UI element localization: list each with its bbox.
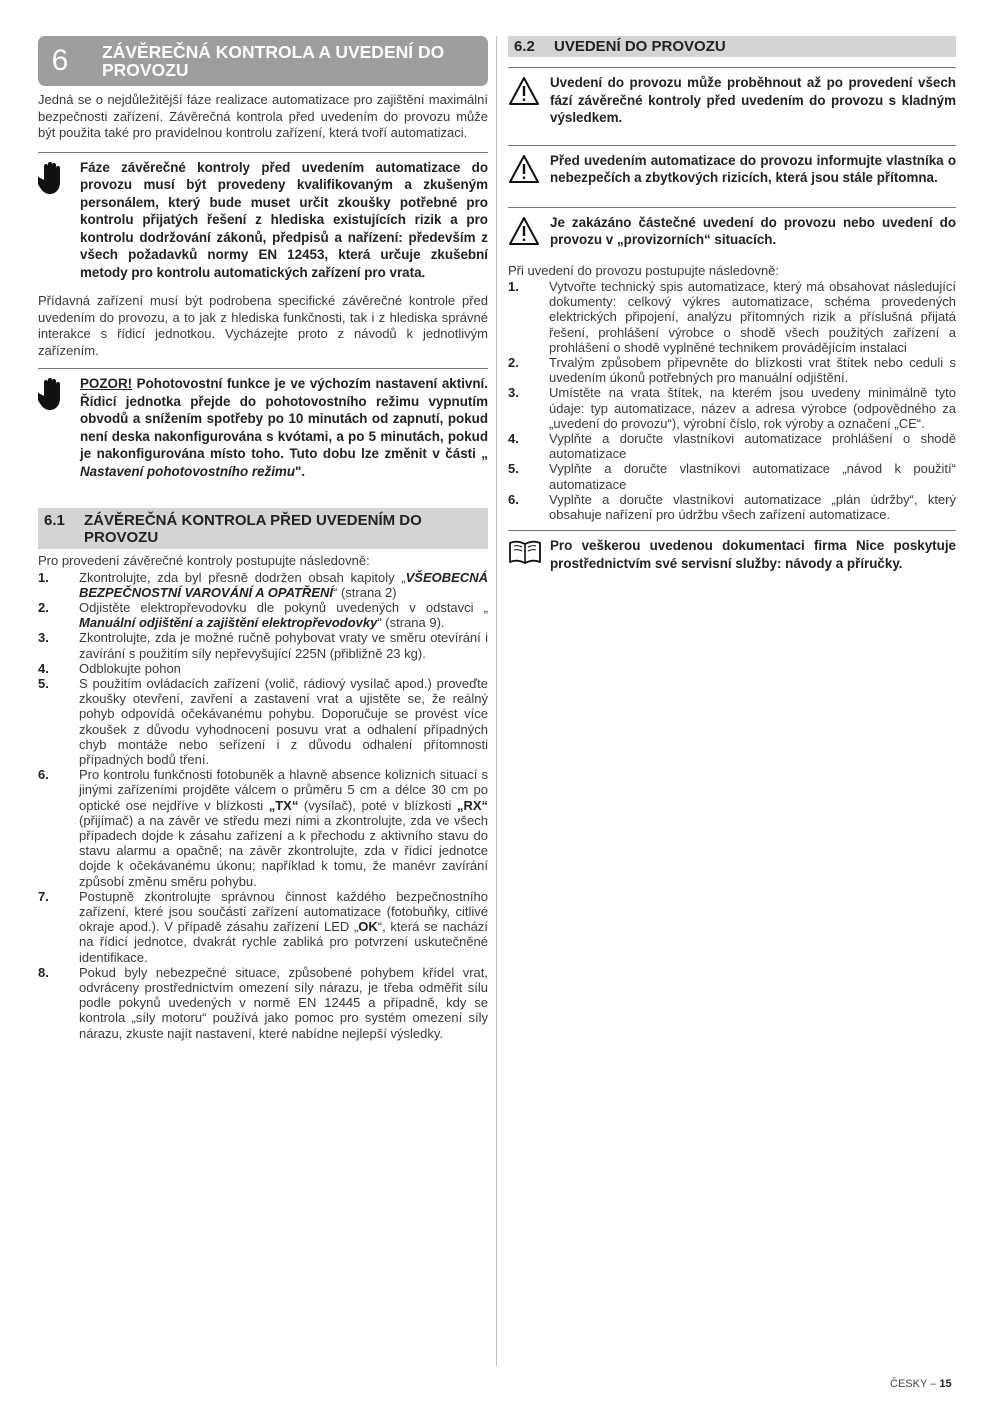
list-item: 8. Pokud byly nebezpečné situace, způsobené pohybem křídel vrat, odvráceny prostřednictvím omezení síly nárazu, je třeba odměřit sílu podle pokynů uvedených v normě EN 12445 a případně, kdy se kontrola „síly motoru“ používá jako pomoc pro systém omezení síly nárazu, zkuste najít nastavení, které nabídne nejlepší výsledky. [38,964,488,1041]
note-standby [38,368,488,480]
list-item: 1. Zkontrolujte, zda byl přesně dodržen obsah kapitoly „VŠEOBECNÁ BEZPEČNOSTNÍ VAROVÁNÍ A OPATŘENÍ“ (strana 2) [38,569,488,600]
list-item: 3. Zkontrolujte, zda je možné ručně pohybovat vraty ve směru otevírání i zavírání s použitím síly nepřevyšující 225N (přibližně 23 kg). [38,630,488,661]
warning-inform-owner: Před uvedením automatizace do provozu informujte vlastníka o nebezpečích a zbytkových rizicích, která jsou stále přítomna. [508,145,956,189]
section-6-2-heading: 6.2 UVEDENÍ DO PROVOZU [508,36,956,57]
intro-paragraph: Jedná se o nejdůležitější fáze realizace automatizace pro zajištění maximální bezpečnosti zařízení. Závěrečná kontrola před uvedením do provozu může být použita také pro pravidelnou kontrolu zařízení, která tvoří automatizaci. [38,92,488,140]
section-6-1-heading: 6.1 ZÁVĚREČNÁ KONTROLA PŘED UVEDENÍM DO PROVOZU [38,508,488,549]
steps-lead: Při uvedení do provozu postupujte následovně: [508,262,780,278]
list-item: 2. Odjistěte elektropřevodovku dle pokynů uvedených v odstavci „ Manuální odjištění a zajištění elektropřevodovky“ (strana 9). [38,599,488,631]
warning-partial-commissioning: Je zakázáno částečné uvedení do provozu nebo uvedení do provozu v „provizorních“ situacích. [508,207,956,251]
section-6-heading [38,36,488,86]
warning-triangle-icon [508,74,550,127]
steps-lead: Pro provedení závěrečné kontroly postupujte následovně: [38,553,370,568]
list-item: 5. Vyplňte a doručte vlastníkovi automatizace „návod k použití“ automatizace [508,461,956,492]
list-item: 4. Vyplňte a doručte vlastníkovi automatizace prohlášení o shodě automatizace [508,431,956,462]
note-documentation: Pro veškerou uvedenou dokumentaci firma Nice poskytuje prostřednictvím své servisní služby: návody a příručky. [508,530,956,572]
list-item: 6. Pro kontrolu funkčnosti fotobuněk a hlavně absence kolizních situací s jinými zařízeními projděte válcem o průměru 5 cm a délce 30 cm po optické ose nejdříve v blízkosti „TX“ (vysílač), poté v blízkosti „RX“ (přijímač) a na závěr ve středu mezi nimi a zkontrolujte, zda ve všech případech dojde k zásahu zařízení a k přechodu z aktivního stavu do stavu alarmu a opačně; na závěr zkontrolujte, zda v řídicí jednotce dojde k očekávanému úkonu; například k tomu, že manévr zavírání způsobí změnu směru pohybu. [38,767,488,889]
list-item: 2. Trvalým způsobem připevněte do blízkosti vrat štítek nebo ceduli s uvedením úkonů potřebných pro manuální odjištění. [508,355,956,386]
final-check-steps [38,570,488,1041]
note-text: POZOR! Pohotovostní funkce je ve výchozím nastavení aktivní. Řídicí jednotka přejde do pohotovostního režimu vypnutím obvodů a snížením spotřeby po 10 minutách od zapnutí, pokud není deska nakonfigurována s kvótami, a po 5 minutách, pokud je nakonfigurována místo toho. Tuto dobu lze změnit v části „ Nastavení pohotovostního režimu". [80,376,488,479]
list-item: 4. Odblokujte pohon [38,660,181,676]
warning-triangle-icon [508,152,550,189]
hand-stop-icon [38,375,80,480]
list-item: 3. Umístěte na vrata štítek, na kterém jsou uvedeny minimálně tyto údaje: typ automatizace, název a adresa výrobce (odpovědného za „uvedení do provozu“), výrobní číslo, rok výroby a označení „CE“. [508,385,956,431]
section-title: ZÁVĚREČNÁ KONTROLA A UVEDENÍ DO PROVOZU [102,42,445,80]
note-qualified-personnel [38,152,488,282]
list-item: 7. Postupně zkontrolujte správnou činnost každého bezpečnostního zařízení, které jsou součástí zařízení automatizace (fotobuňky, citlivé okraje apod.). V případě zásahu zařízení LED „OK“, která se nachází na řídicí jednotce, dvakrát rychle zabliká pro potvrzení uskutečněné identifikace. [38,888,488,965]
page-number: 15 [939,1378,952,1390]
page-footer: ČESKY – 15 [890,1378,952,1390]
warning-triangle-icon [508,214,550,251]
section-number: 6 [51,44,69,77]
left-column [38,36,488,1041]
list-item: 6. Vyplňte a doručte vlastníkovi automatizace „plán údržby“, který obsahuje nařízení pro údržbu všech zařízení automatizace. [508,491,956,523]
right-column [508,36,956,572]
list-item: 5. S použitím ovládacích zařízení (volič, rádiový vysílač apod.) proveďte zkoušky otevření, zavření a zastavení vrat a ujistěte se, že reálný pohyb odpovídá očekávanému pohybu. Doporučuje se provést více zkoušek z důvodu vyhodnocení posuvu vrat a odhalení případných chyb montáže nebo seřízení i z důvodu odhalení přítomnosti případných bodů tření. [38,675,488,767]
accessory-paragraph: Přídavná zařízení musí být podrobena specifické závěrečné kontrole před uvedením do provozu, a to jak z hlediska funkčnosti, tak i z hlediska správné interakce s řídicí jednotkou. Vycházejte proto z návodů k jednotlivým zařízením. [38,293,488,358]
commissioning-steps [508,279,956,522]
warning-commissioning: Uvedení do provozu může proběhnout až po provedení všech fází závěrečné kontroly před uvedením do provozu s kladným výsledkem. [508,67,956,127]
book-icon [508,537,550,572]
note-text: Fáze závěrečné kontroly před uvedením automatizace do provozu musí být provedeny kvalifikovaným a zkušeným personálem, který bude muset určit zkoušky potřebné pro kontrolu přijatých řešení z hlediska existujících rizik a pro kontrolu dodržování zákonů, předpisů a nařízení: především z všech požadavků normy EN 12453, která určuje zkušební metody pro kontrolu automatických zařízení pro vrata. [80,159,488,280]
list-item: 1. Vytvořte technický spis automatizace, který má obsahovat následující dokumenty: celkový výkres automatizace, schéma provedených elektrických připojení, analýzu přítomných rizik a příslušná přijatá řešení, prohlášení výrobce o shodě všech použitých zařízení a prohlášení o shodě vyplněné technikem provádějícím instalaci [508,279,956,355]
hand-stop-icon [38,159,80,282]
column-divider [496,36,497,1366]
